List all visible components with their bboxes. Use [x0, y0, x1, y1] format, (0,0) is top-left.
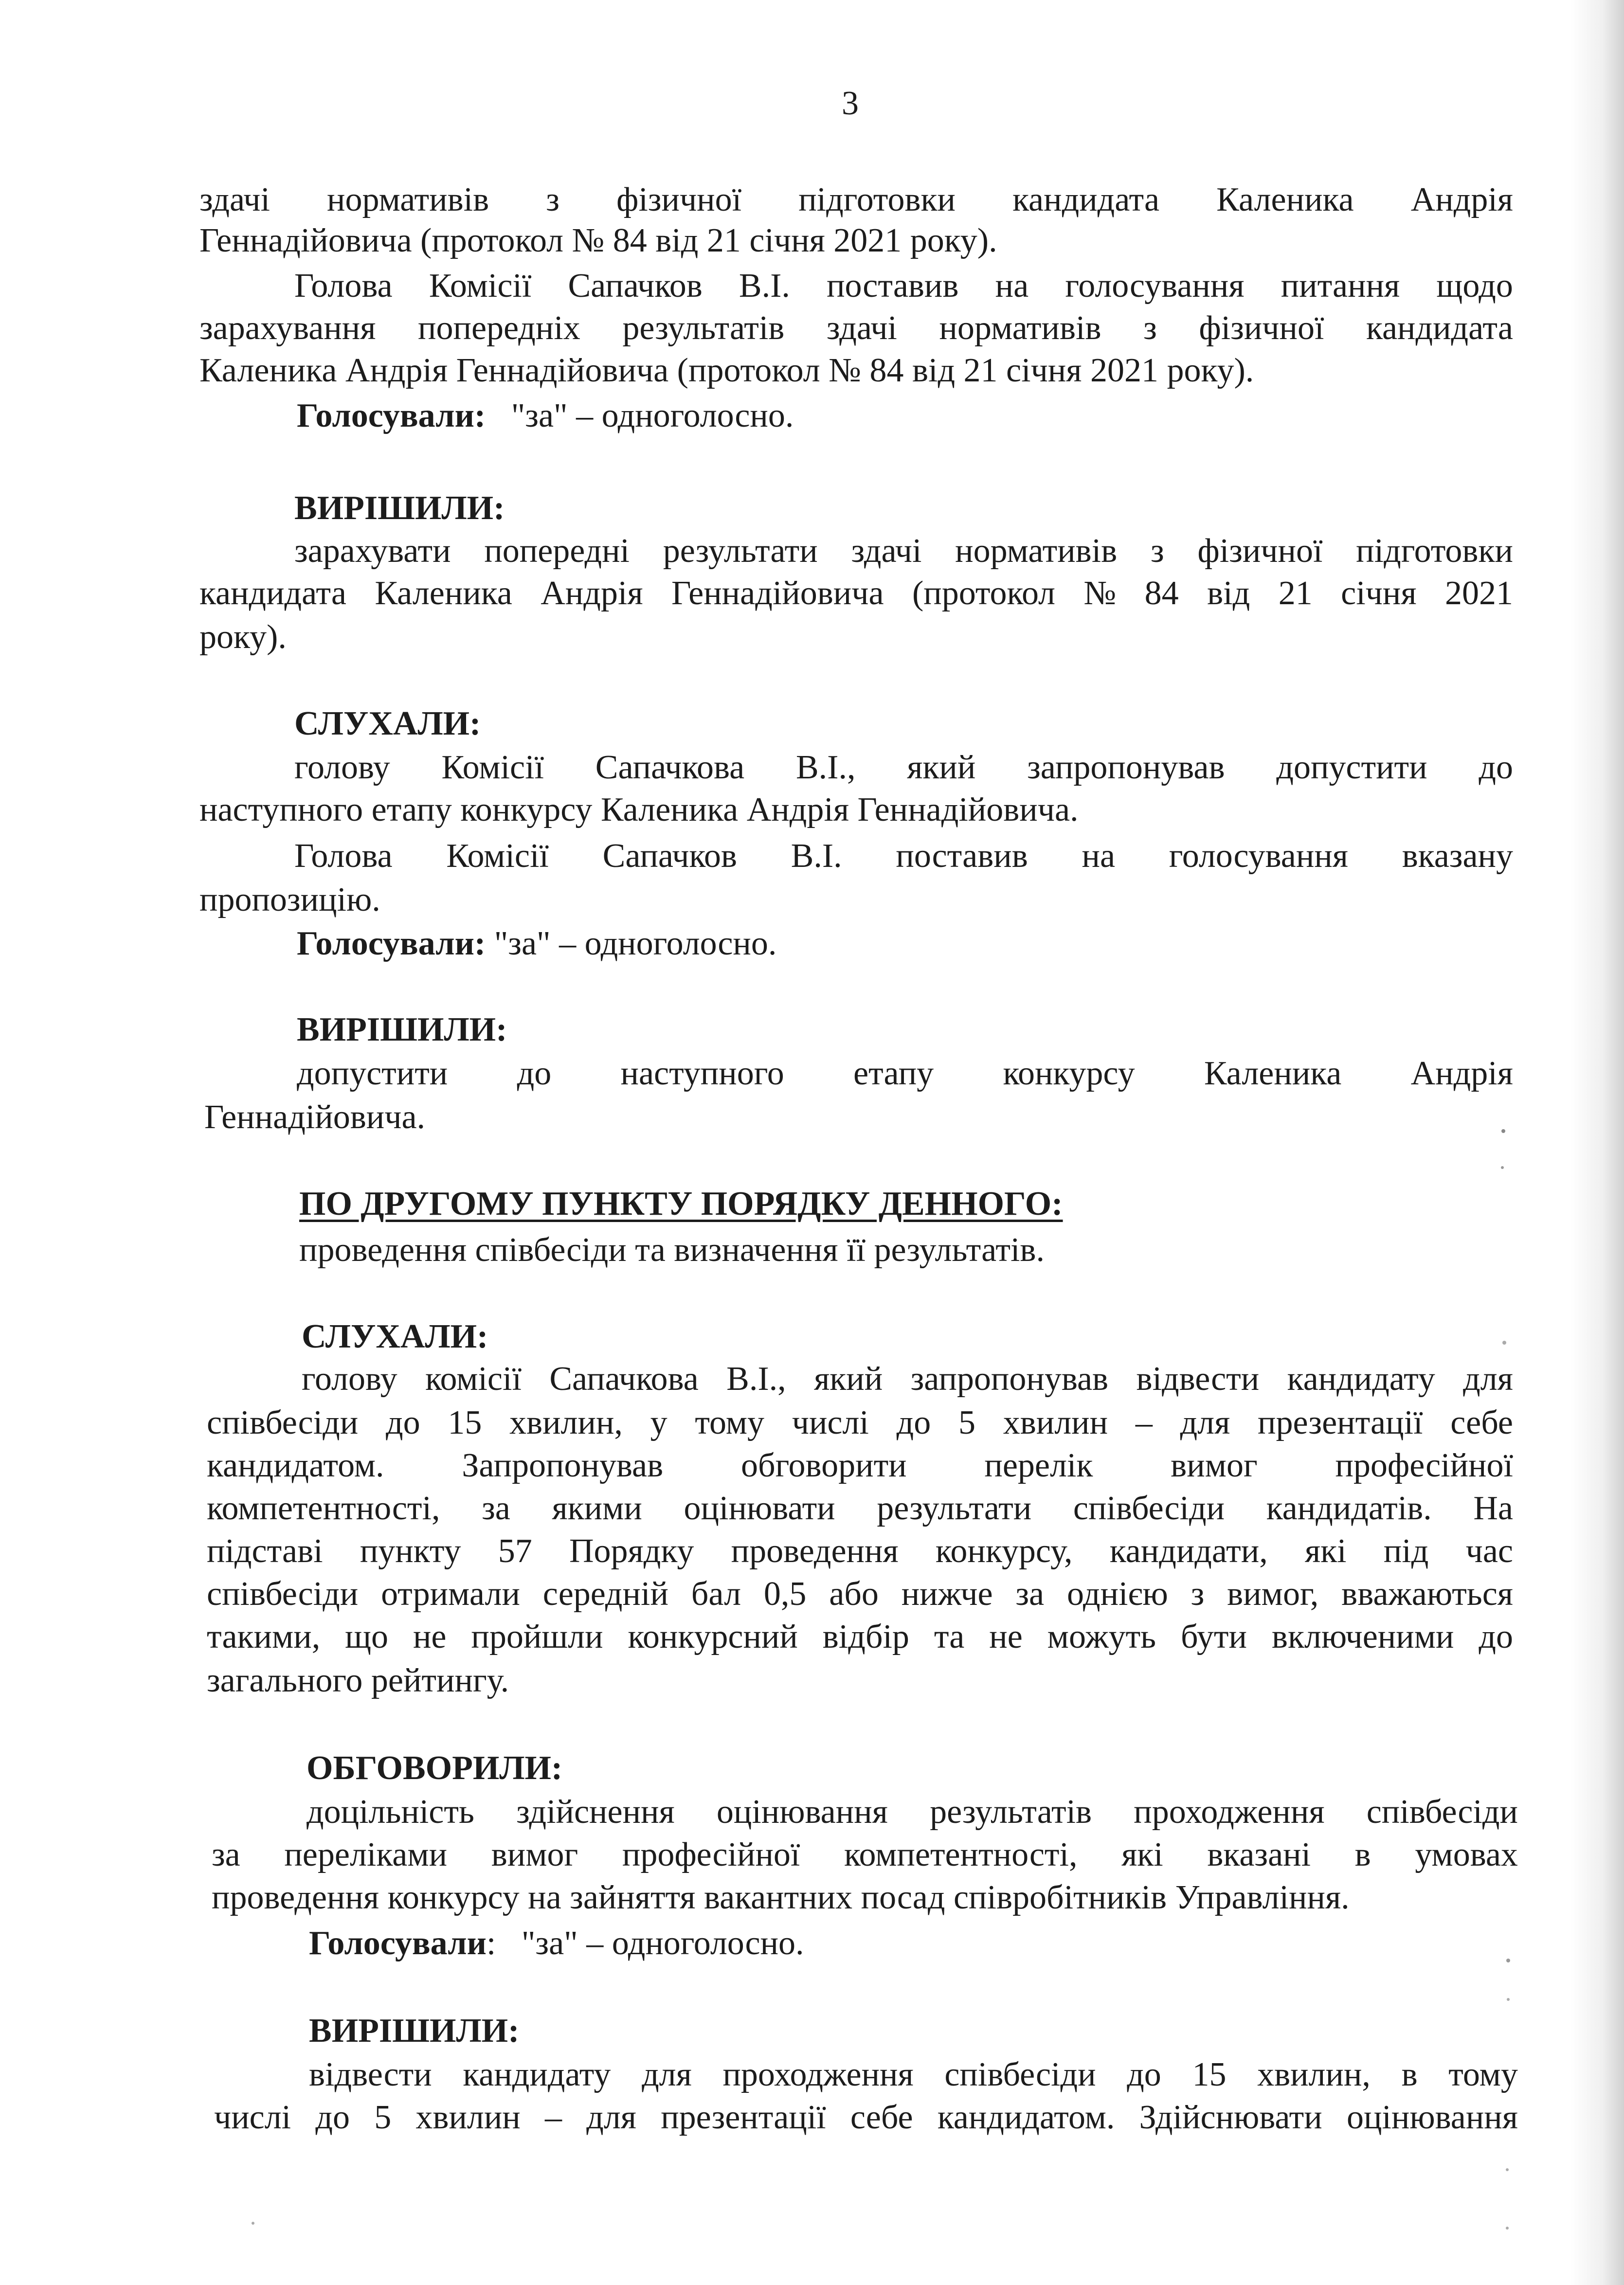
word: запропонував — [910, 1360, 1109, 1398]
word: вважаються — [1341, 1575, 1513, 1613]
word: професійної — [1335, 1447, 1513, 1484]
word: допустити — [1276, 749, 1427, 786]
word: нормативів — [955, 532, 1118, 570]
word: поставив — [827, 267, 959, 305]
heading-heard-1: СЛУХАЛИ: — [294, 705, 481, 742]
vote-value: "за" – одноголосно. — [511, 397, 794, 434]
word: відбір — [822, 1618, 909, 1655]
word: нормативів — [939, 309, 1101, 347]
word: підготовки — [1356, 532, 1513, 570]
word: хвилин, — [509, 1404, 623, 1441]
word: Геннадійовича — [671, 575, 884, 612]
vote-label: Голосували: — [297, 397, 486, 434]
word: конкурсу — [1003, 1055, 1135, 1092]
word: поставив — [896, 837, 1028, 875]
word: хвилин — [1003, 1404, 1108, 1441]
word: презентації — [661, 2099, 826, 2136]
page-number: 3 — [842, 85, 859, 122]
word: результати — [877, 1490, 1032, 1527]
word: співбесіди — [207, 1575, 359, 1613]
word: з — [1191, 1575, 1205, 1613]
word: хвилин — [415, 2099, 521, 2136]
word: попередні — [484, 532, 630, 570]
word: якими — [552, 1490, 642, 1527]
word: 84 — [1144, 575, 1179, 612]
word: Каленика — [1216, 181, 1354, 218]
word: до — [896, 1404, 931, 1441]
word: кандидата — [1366, 309, 1513, 347]
word: які — [1304, 1532, 1347, 1570]
word: кандидата — [1012, 181, 1160, 218]
word: до — [1479, 749, 1513, 786]
word: вимог — [1171, 1447, 1258, 1484]
section-heading: ПО ДРУГОМУ ПУНКТУ ПОРЯДКУ ДЕННОГО: — [299, 1185, 1063, 1223]
word: кандидату — [463, 2056, 611, 2093]
word: Сапачков — [602, 837, 737, 875]
word: співбесіди — [1366, 1793, 1518, 1831]
word: пройшли — [471, 1618, 603, 1655]
word: здачі — [851, 532, 922, 570]
text-line-10: року). — [199, 618, 287, 656]
word: не — [413, 1618, 447, 1655]
word: на — [995, 267, 1029, 305]
word: Комісії — [429, 267, 532, 305]
word: числі — [792, 1404, 869, 1441]
word: від — [1207, 575, 1250, 612]
word: під — [1383, 1532, 1429, 1570]
word: 15 — [448, 1404, 482, 1441]
word: хвилин, — [1257, 2056, 1371, 2093]
word: проходження — [1134, 1793, 1325, 1831]
word: кандидатом. — [937, 2099, 1115, 2136]
word: включеними — [1271, 1618, 1454, 1655]
word: результатів — [622, 309, 785, 347]
word: На — [1473, 1490, 1513, 1527]
word: до — [315, 2099, 350, 2136]
word: що — [345, 1618, 389, 1655]
word: Андрія — [541, 575, 643, 612]
heading-decided-2: ВИРІШИЛИ: — [297, 1011, 507, 1048]
text-line-13: наступного етапу конкурсу Каленика Андрія Геннадійовича. — [199, 791, 1079, 828]
word: Сапачкова — [595, 749, 745, 786]
word: кандидатом. — [207, 1447, 384, 1484]
word: здачі — [826, 309, 897, 347]
word: проведення — [731, 1532, 899, 1570]
word: Сапачков — [568, 267, 703, 305]
word: який — [814, 1360, 883, 1398]
word: на — [1082, 837, 1116, 875]
word: числі — [214, 2099, 291, 2136]
word: співбесіди — [944, 2056, 1096, 2093]
word: такими, — [207, 1618, 321, 1655]
word: оцінювати — [684, 1490, 835, 1527]
text-line-5: Каленика Андрія Геннадійовича (протокол № 84 від 21 січня 2021 року). — [199, 352, 1254, 389]
word: за — [482, 1490, 510, 1527]
word: фізичної — [1197, 532, 1323, 570]
text-line-34: проведення конкурсу на зайняття вакантних посад співробітників Управління. — [212, 1879, 1350, 1916]
word: зарахувати — [294, 532, 451, 570]
text-line-30: загального рейтингу. — [207, 1662, 509, 1699]
word: – — [545, 2099, 562, 2136]
word: 5 — [958, 1404, 975, 1441]
word: 15 — [1192, 2056, 1227, 2093]
word: 0,5 — [763, 1575, 807, 1613]
word: у — [650, 1404, 668, 1441]
word: перелік — [984, 1447, 1093, 1484]
vote-value: "за" – одноголосно. — [486, 925, 777, 962]
word: попередніх — [418, 309, 580, 347]
word: підставі — [207, 1532, 323, 1570]
vote-label: Голосували: — [297, 925, 486, 962]
word: Здійснювати — [1139, 2099, 1322, 2136]
word: вимог — [491, 1836, 578, 1873]
word: голосування — [1169, 837, 1348, 875]
word: з — [1143, 309, 1157, 347]
word: конкурсний — [628, 1618, 798, 1655]
word: Каленика — [375, 575, 512, 612]
word: співбесіди — [1073, 1490, 1225, 1527]
word: 2021 — [1444, 575, 1513, 612]
word: отримали — [381, 1575, 520, 1613]
word: нормативів — [327, 181, 489, 218]
word: себе — [850, 2099, 913, 2136]
word: В.І., — [726, 1360, 786, 1398]
word: 21 — [1278, 575, 1313, 612]
word: для — [1463, 1360, 1513, 1398]
word: Сапачкова — [549, 1360, 699, 1398]
word: В.І., — [795, 749, 856, 786]
word: січня — [1341, 575, 1417, 612]
word: бути — [1180, 1618, 1247, 1655]
word: результати — [663, 532, 818, 570]
word: або — [829, 1575, 879, 1613]
word: відвести — [1136, 1360, 1260, 1398]
word: професійної — [622, 1836, 800, 1873]
word: Андрія — [1410, 1055, 1513, 1092]
word: голову — [302, 1360, 397, 1398]
word: час — [1465, 1532, 1513, 1570]
word: здачі — [199, 181, 270, 218]
word: середній — [542, 1575, 668, 1613]
word: презентації — [1258, 1404, 1423, 1441]
word: до — [1127, 2056, 1161, 2093]
heading-decided-3: ВИРІШИЛИ: — [309, 2012, 520, 2050]
word: – — [1135, 1404, 1153, 1441]
word: однією — [1066, 1575, 1168, 1613]
word: для — [642, 2056, 692, 2093]
word: який — [907, 749, 976, 786]
word: Андрія — [1410, 181, 1513, 218]
vote-value: : "за" – одноголосно. — [486, 1925, 804, 1962]
text-line-2: Геннадійовича (протокол № 84 від 21 січня 2021 року). — [199, 222, 997, 259]
word: оцінювання — [716, 1793, 888, 1831]
word: відвести — [309, 2056, 432, 2093]
word: пункту — [360, 1532, 461, 1570]
word: в — [1401, 2056, 1418, 2093]
word: які — [1121, 1836, 1163, 1873]
word: та — [934, 1618, 965, 1655]
word: 5 — [374, 2099, 392, 2136]
word: голову — [294, 749, 390, 786]
text-line-15: пропозицію. — [199, 881, 380, 918]
word: компетентності, — [207, 1490, 440, 1527]
word: конкурсу, — [935, 1532, 1073, 1570]
word: вказані — [1207, 1836, 1311, 1873]
word: Порядку — [569, 1532, 694, 1570]
word: кандидата — [199, 575, 346, 612]
word: В.І. — [791, 837, 842, 875]
word: запропонував — [1027, 749, 1225, 786]
word: до — [1479, 1618, 1513, 1655]
word: фізичної — [616, 181, 742, 218]
section-subtitle: проведення співбесіди та визначення її результатів. — [299, 1231, 1045, 1269]
word: результатів — [930, 1793, 1092, 1831]
heading-discussed: ОБГОВОРИЛИ: — [307, 1749, 563, 1787]
word: питання — [1281, 267, 1400, 305]
word: проходження — [722, 2056, 914, 2093]
word: (протокол — [912, 575, 1055, 612]
word: етапу — [853, 1055, 934, 1092]
word: В.І. — [739, 267, 790, 305]
word: голосування — [1065, 267, 1245, 305]
word: Голова — [294, 267, 393, 305]
word: до — [517, 1055, 552, 1092]
heading-decided-1: ВИРІШИЛИ: — [294, 489, 505, 527]
text-line-19: Геннадійовича. — [204, 1098, 426, 1136]
word: зарахування — [199, 309, 376, 347]
word: Каленика — [1204, 1055, 1342, 1092]
word: переліками — [284, 1836, 448, 1873]
word: здійснення — [516, 1793, 675, 1831]
word: вимог, — [1227, 1575, 1319, 1613]
word: кандидати, — [1109, 1532, 1268, 1570]
word: себе — [1450, 1404, 1513, 1441]
word: щодо — [1436, 267, 1513, 305]
word: допустити — [297, 1055, 448, 1092]
word: можуть — [1047, 1618, 1156, 1655]
word: вказану — [1402, 837, 1513, 875]
word: обговорити — [740, 1447, 907, 1484]
word: бал — [691, 1575, 741, 1613]
word: фізичної — [1199, 309, 1324, 347]
word: кандидату — [1287, 1360, 1435, 1398]
word: в — [1354, 1836, 1371, 1873]
word: для — [586, 2099, 636, 2136]
word: компетентності, — [844, 1836, 1078, 1873]
word: нижче — [901, 1575, 993, 1613]
word: за — [212, 1836, 240, 1873]
word: для — [1180, 1404, 1230, 1441]
word: тому — [1448, 2056, 1518, 2093]
word: 57 — [498, 1532, 532, 1570]
word: оцінювання — [1346, 2099, 1518, 2136]
word: Голова — [294, 837, 393, 875]
word: не — [989, 1618, 1023, 1655]
heading-heard-2: СЛУХАЛИ: — [302, 1318, 488, 1355]
word: за — [1015, 1575, 1045, 1613]
vote-label: Голосували — [309, 1925, 487, 1962]
word: тому — [695, 1404, 765, 1441]
word: з — [1150, 532, 1164, 570]
word: Запропонував — [462, 1447, 664, 1484]
word: наступного — [620, 1055, 784, 1092]
word: з — [546, 181, 559, 218]
word: Комісії — [446, 837, 549, 875]
word: комісії — [425, 1360, 522, 1398]
word: умовах — [1415, 1836, 1518, 1873]
word: кандидатів. — [1266, 1490, 1432, 1527]
word: Комісії — [441, 749, 544, 786]
word: № — [1083, 575, 1117, 612]
word: доцільність — [307, 1793, 474, 1831]
word: співбесіди — [207, 1404, 359, 1441]
word: до — [385, 1404, 420, 1441]
word: підготовки — [798, 181, 956, 218]
